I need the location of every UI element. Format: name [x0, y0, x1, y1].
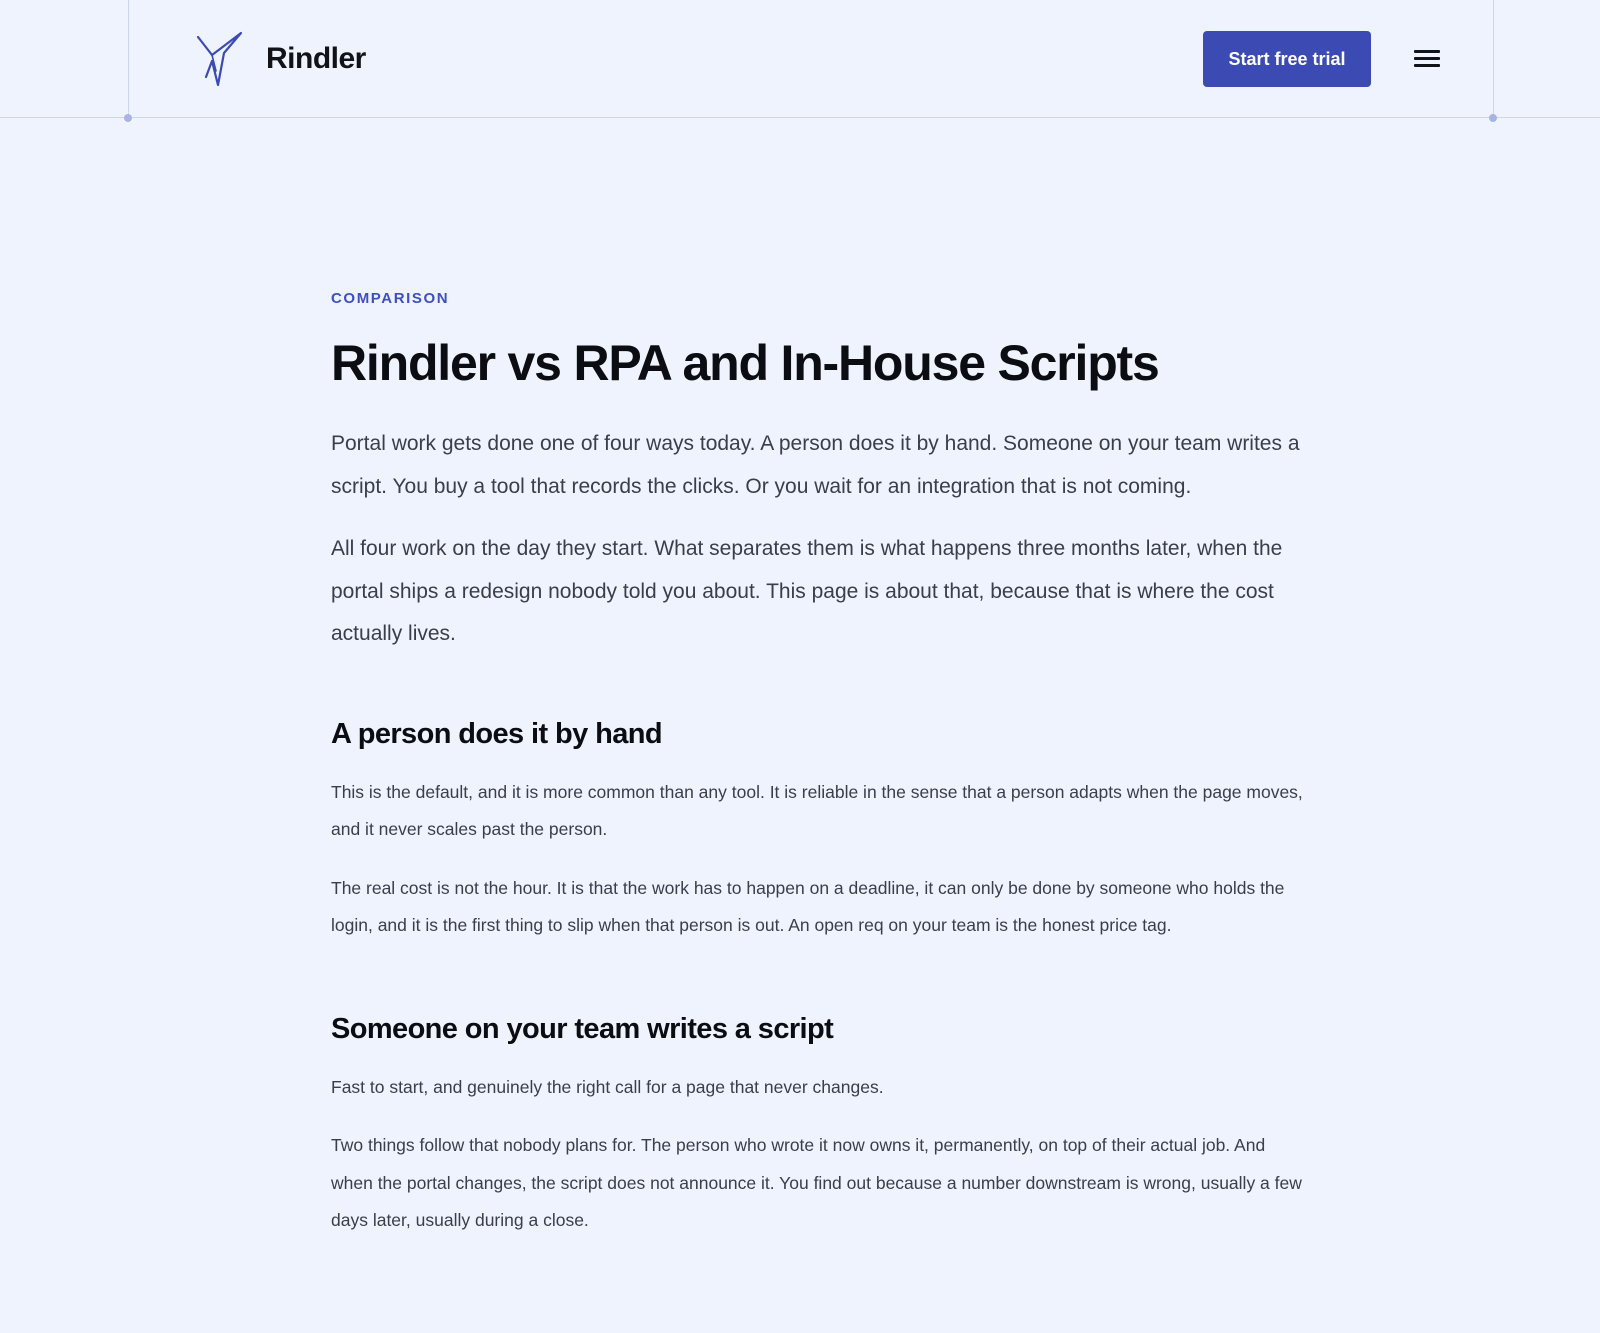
article-eyebrow: COMPARISON — [331, 290, 450, 307]
menu-button[interactable] — [1412, 46, 1442, 72]
page-title: Rindler vs RPA and In-House Scripts — [331, 335, 1159, 391]
site-header — [0, 0, 1600, 117]
intro-paragraph: All four work on the day they start. What separates them is what happens three months later, when the portal ships a redesign nobody told you about. This page is about that, because that is where the cost actually lives. — [331, 537, 1283, 645]
start-free-trial-button[interactable]: Start free trial — [1203, 31, 1371, 87]
brand-name: Rindler — [266, 42, 366, 75]
section-paragraph: The real cost is not the hour. It is that the work has to happen on a deadline, it can only be done by someone who holds the login, and it is the first thing to slip when that person is out. An open req on your team is the honest price tag. — [331, 877, 1285, 935]
section-paragraph: Two things follow that nobody plans for. The person who wrote it now owns it, permanently, on top of their actual job. And when the portal changes, the script does not announce it. You find out because a number downstream is wrong, usually a few days later, usually during a close. — [331, 1135, 1302, 1230]
section-paragraph: This is the default, and it is more common than any tool. It is reliable in the sense that a person adapts when the page moves, and it never scales past the person. — [331, 781, 1303, 839]
home-logo-link[interactable] — [194, 31, 366, 87]
section-heading: A person does it by hand — [331, 717, 662, 750]
article — [331, 280, 1311, 1240]
section-heading: Someone on your team writes a script — [331, 1012, 834, 1045]
header-divider — [0, 117, 1600, 118]
bird-logo-icon — [194, 31, 244, 87]
intro-paragraph: Portal work gets done one of four ways today. A person does it by hand. Someone on your team writes a script. You buy a tool that records the clicks. Or you wait for an integration that is not coming. — [331, 432, 1300, 498]
section-paragraph: Fast to start, and genuinely the right call for a page that never changes. — [331, 1076, 884, 1097]
